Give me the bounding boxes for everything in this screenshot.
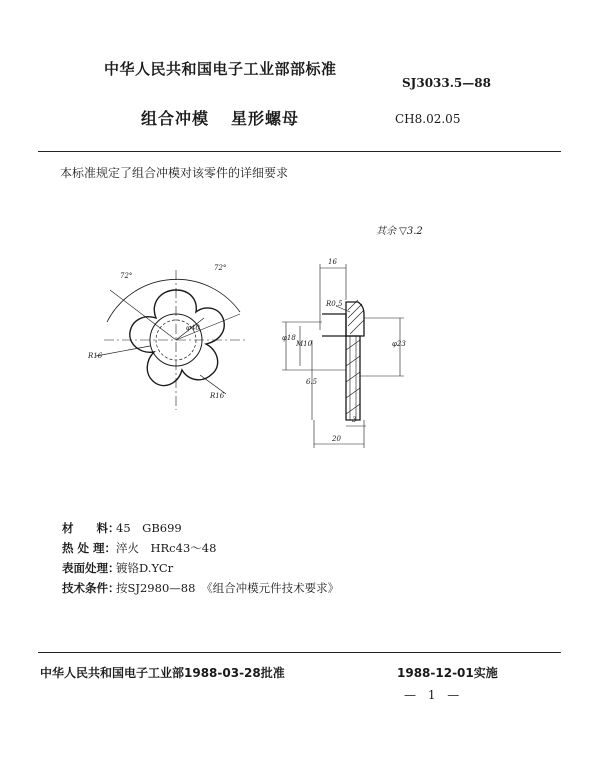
star-outline (130, 290, 224, 386)
spec-label: 热 处 理： (62, 541, 117, 555)
label-thread: M10 (296, 340, 313, 348)
angle-arc (107, 279, 240, 322)
spec-list (62, 518, 339, 598)
page-number: — 1 — (404, 688, 464, 702)
spec-material (62, 518, 339, 538)
label-center-diameter: φ40 (186, 324, 200, 332)
label-radius-bottom: R16 (210, 392, 225, 400)
spec-label: 技术条件： (62, 581, 120, 595)
title-sub: 星形螺母 (231, 109, 300, 128)
side-shank (322, 314, 346, 336)
angle-line-left (110, 290, 176, 340)
label-depth: 6.5 (306, 378, 318, 386)
label-radius-left: R16 (88, 352, 103, 360)
effective-date: 1988-12-01实施 (397, 666, 498, 680)
spec-heat-treatment (62, 538, 339, 558)
label-dia-18: φ18 (282, 334, 296, 342)
spec-value: 按SJ2980—88 《组合冲模元件技术要求》 (116, 581, 340, 595)
label-total-length: 20 (332, 435, 341, 443)
spec-value: 45 GB699 (116, 521, 182, 535)
organization-name: 中华人民共和国电子工业部部标准 (104, 60, 337, 78)
roughness-note: 其余 ▽3.2 (376, 226, 423, 237)
label-chamfer: R0.5 (326, 300, 343, 308)
spec-surface-treatment (62, 558, 339, 578)
footer-divider (38, 652, 561, 653)
label-angle-left: 72° (120, 272, 133, 280)
label-angle-right: 72° (214, 264, 227, 272)
label-small-dim: 3 (352, 416, 357, 424)
title-main: 组合冲模 (141, 109, 210, 128)
classification-code: CH8.02.05 (395, 112, 461, 126)
intro-text: 本标准规定了组合冲模对该零件的详细要求 (60, 166, 289, 180)
spec-label: 材 料： (62, 521, 120, 535)
spec-technical-conditions (62, 578, 339, 598)
standard-code: SJ3033.5—88 (402, 76, 491, 90)
spec-value: 镀铬D.YCr (116, 561, 174, 575)
label-width-top: 16 (328, 258, 337, 266)
approval-note: 中华人民共和国电子工业部1988-03-28批准 (40, 666, 285, 680)
label-dia-23: φ23 (392, 340, 406, 348)
spec-value: 淬火 HRc43～48 (116, 541, 217, 555)
spec-label: 表面处理： (62, 561, 120, 575)
